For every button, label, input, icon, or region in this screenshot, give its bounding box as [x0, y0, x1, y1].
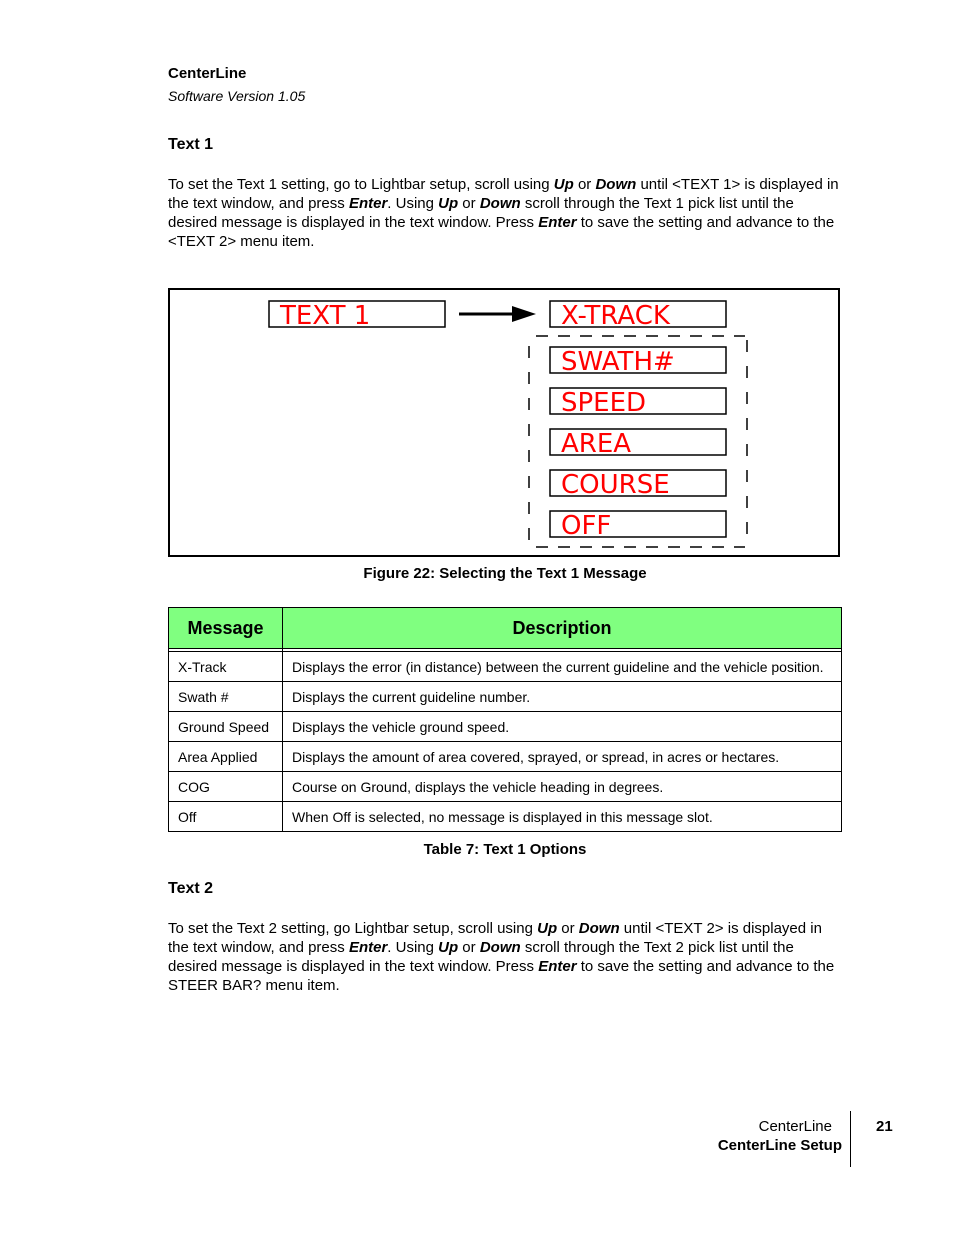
cell-description: Displays the current guideline number. — [283, 682, 842, 712]
option-label: SWATH# — [561, 347, 675, 377]
option-label: OFF — [561, 511, 612, 541]
option-label: SPEED — [561, 388, 647, 418]
cell-message: Area Applied — [169, 742, 283, 772]
header-version: Software Version 1.05 — [168, 88, 306, 104]
cell-message: Off — [169, 802, 283, 832]
section-heading-text2: Text 2 — [168, 880, 214, 897]
cell-message: X-Track — [169, 652, 283, 682]
figure-diagram — [170, 290, 840, 557]
option-label: AREA — [561, 429, 632, 459]
figure-text1-pick-list — [168, 288, 840, 557]
cell-description: When Off is selected, no message is displayed in this message slot. — [283, 802, 842, 832]
cell-description: Displays the vehicle ground speed. — [283, 712, 842, 742]
table-header-row — [169, 608, 842, 649]
option-label: COURSE — [561, 470, 670, 500]
option-label: X-TRACK — [561, 301, 670, 331]
paragraph-text2: To set the Text 2 setting, go Lightbar setup, scroll using Up or Down until <TEXT 2> is displayed in the text window, and press Enter. Using Up or Down scroll through the Text 2 pick list until the desired message is displayed in the text window. Press Enter to save the setting and advance to the STEER BAR? menu item. — [168, 920, 835, 994]
table-row — [169, 772, 842, 802]
header-title: CenterLine — [168, 65, 247, 82]
footer-section: CenterLine Setup — [717, 1137, 842, 1154]
section-heading-text1: Text 1 — [168, 136, 214, 153]
cell-message: COG — [169, 772, 283, 802]
table-row — [169, 742, 842, 772]
cell-message: Ground Speed — [169, 712, 283, 742]
arrow-head — [512, 306, 536, 322]
table-row — [169, 682, 842, 712]
footer-product: CenterLine — [758, 1118, 832, 1135]
cell-description: Displays the error (in distance) between the current guideline and the vehicle position. — [283, 652, 842, 682]
cell-description: Course on Ground, displays the vehicle heading in degrees. — [283, 772, 842, 802]
cell-message: Swath # — [169, 682, 283, 712]
table-row — [169, 802, 842, 832]
table-header-description: Description — [283, 608, 842, 649]
figure-caption: Figure 22: Selecting the Text 1 Message — [363, 565, 647, 582]
table-caption: Table 7: Text 1 Options — [423, 841, 587, 858]
table-header-message: Message — [169, 608, 283, 649]
cell-description: Displays the amount of area covered, sprayed, or spread, in acres or hectares. — [283, 742, 842, 772]
table-row — [169, 652, 842, 682]
page-number: 21 — [876, 1118, 893, 1135]
source-label: TEXT 1 — [280, 301, 371, 331]
text1-options-table — [168, 607, 842, 832]
table-row — [169, 712, 842, 742]
footer-divider — [850, 1111, 851, 1167]
paragraph-text1: To set the Text 1 setting, go to Lightbar setup, scroll using Up or Down until <TEXT 1> is displayed in the text window, and press Enter. Using Up or Down scroll through the Text 1 pick list until the desired message is displayed in the text window. Press Enter to save the setting and advance to the <TEXT 2> menu item. — [168, 176, 839, 250]
